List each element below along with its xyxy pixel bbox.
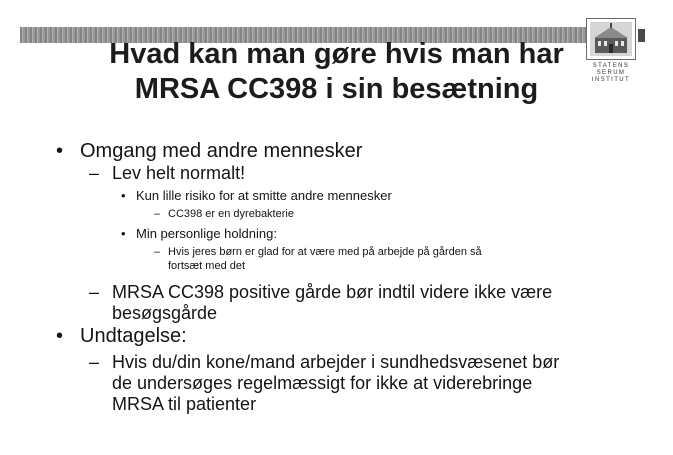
- dash-icon: –: [89, 163, 100, 183]
- detail-item: [154, 245, 482, 273]
- sub-bullet-item: [89, 282, 553, 324]
- title-line-2: MRSA CC398 i sin besætning: [134, 73, 539, 105]
- sub-bullet-text-line-1: MRSA CC398 positive gårde bør indtil videre ikke være: [112, 282, 553, 302]
- detail-item: [154, 207, 294, 221]
- detail-text-line-2: fortsæt med det: [168, 260, 246, 272]
- sub-sub-bullet-text: Kun lille risiko for at smitte andre mennesker: [136, 188, 392, 203]
- sub-sub-bullet-text: Min personlige holdning:: [136, 226, 277, 241]
- bullet-icon: •: [56, 325, 64, 347]
- title-line-1: Hvad kan man gøre hvis man har: [109, 38, 564, 70]
- logo-line-1: STATENS: [592, 63, 630, 69]
- detail-text-line-1: Hvis jeres børn er glad for at være med på arbejde på gården så: [168, 246, 482, 258]
- sub-bullet-text-line-1: Hvis du/din kone/mand arbejder i sundhedsvæsenet bør: [112, 352, 560, 372]
- dash-icon: –: [154, 246, 161, 258]
- sub-bullet-text-line-2: de undersøges regelmæssigt for ikke at viderebringe: [112, 373, 533, 393]
- detail-text: CC398 er en dyrebakterie: [168, 208, 294, 220]
- dash-icon: –: [89, 282, 100, 302]
- bullet-item: [56, 325, 187, 347]
- logo-line-2: SERUM: [596, 70, 626, 76]
- dash-icon: –: [154, 208, 161, 220]
- bullet-icon: •: [121, 188, 126, 203]
- sub-bullet-item: [89, 352, 560, 415]
- sub-bullet-item: [89, 163, 246, 184]
- logo-line-3: INSTITUT: [591, 77, 631, 83]
- sub-bullet-text-line-2: besøgsgårde: [112, 303, 218, 323]
- sub-bullet-text-line-3: MRSA til patienter: [112, 394, 257, 414]
- bullet-icon: •: [56, 140, 64, 162]
- sub-sub-bullet-item: [121, 188, 392, 204]
- sub-sub-bullet-item: [121, 226, 277, 242]
- bullet-text: Undtagelse:: [80, 325, 187, 347]
- bullet-icon: •: [121, 226, 126, 241]
- bullet-text: Omgang med andre mennesker: [80, 140, 363, 162]
- bullet-item: [56, 140, 363, 162]
- dash-icon: –: [89, 352, 100, 372]
- sub-bullet-text: Lev helt normalt!: [112, 163, 246, 183]
